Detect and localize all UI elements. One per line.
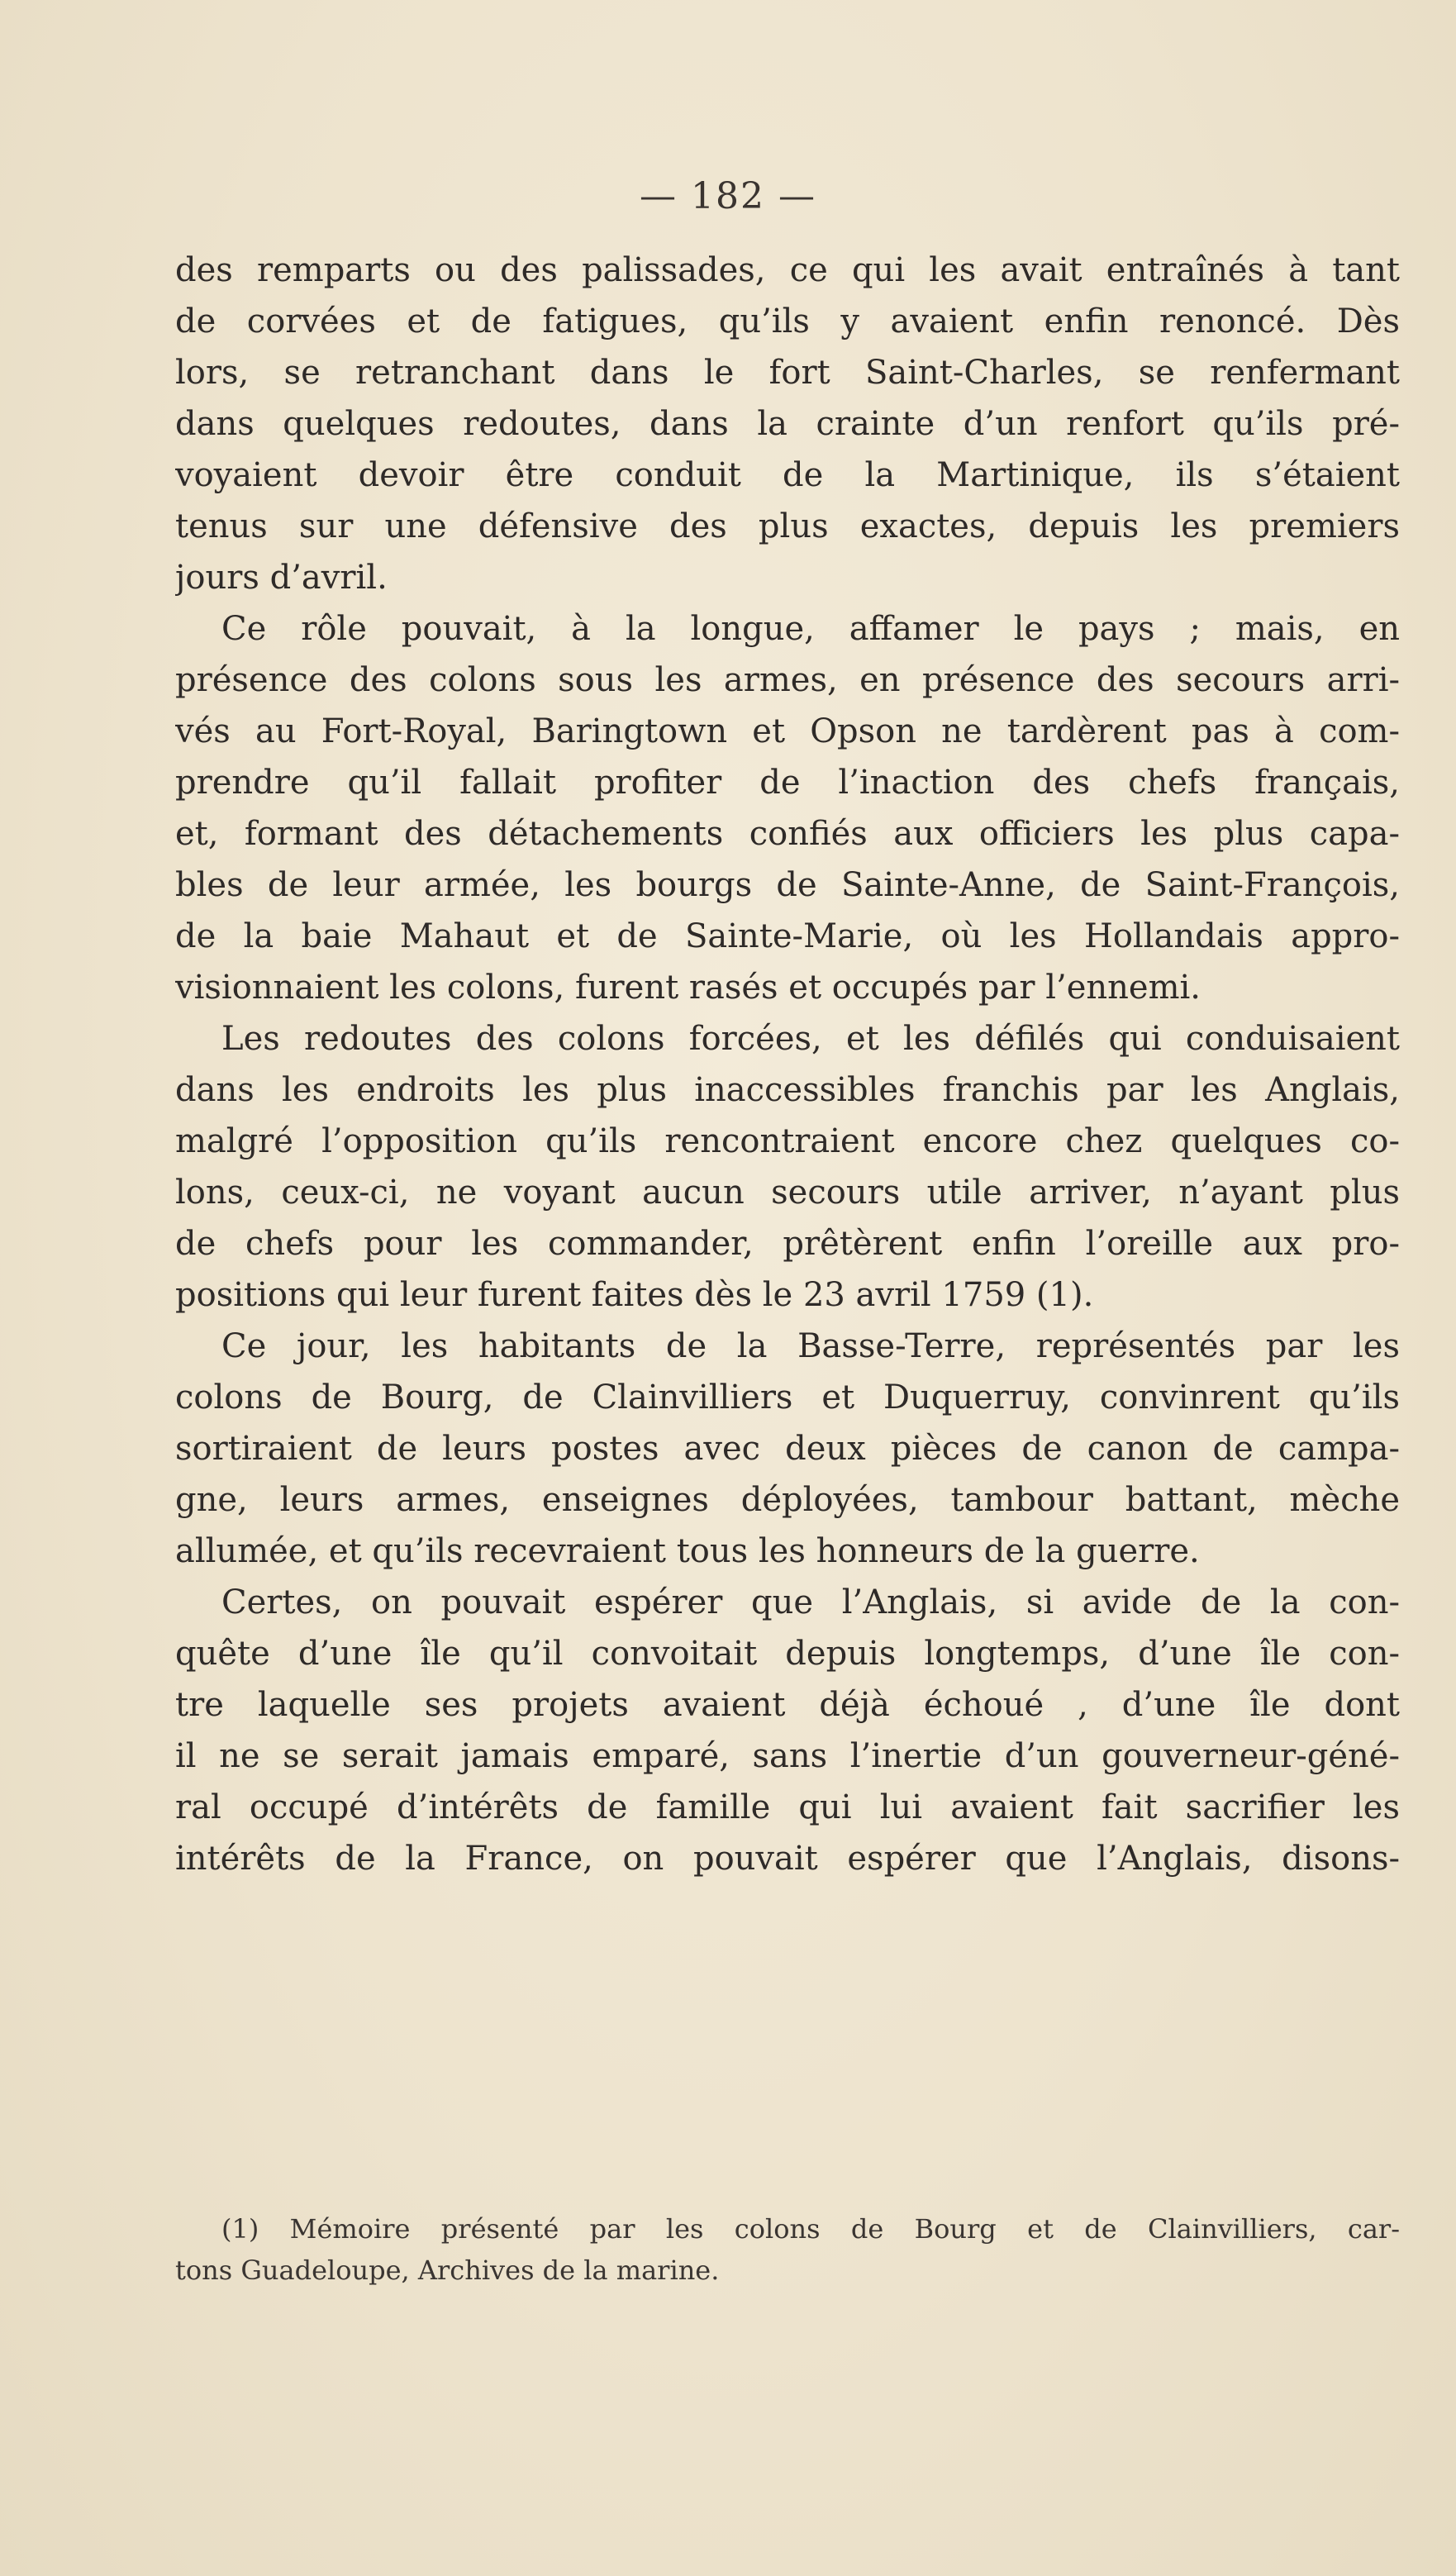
text-line: jours d’avril. — [175, 559, 388, 597]
text-line: dans les endroits les plus inaccessibles franchis par les Anglais, — [175, 1071, 1400, 1109]
text-line: gne, leurs armes, enseignes déployées, tambour battant, mèche — [175, 1481, 1400, 1519]
footnote-line: tons Guadeloupe, Archives de la marine. — [175, 2255, 720, 2286]
paragraph-start-line: Ce jour, les habitants de la Basse-Terre, représentés par les — [221, 1327, 1400, 1365]
text-line: de la baie Mahaut et de Sainte-Marie, où les Hollandais appro- — [175, 917, 1400, 955]
paragraph-start-line: Certes, on pouvait espérer que l’Anglais, si avide de la con- — [221, 1583, 1400, 1621]
text-line: et, formant des détachements confiés aux officiers les plus capa- — [175, 815, 1400, 853]
text-line: positions qui leur furent faites dès le 23 avril 1759 (1). — [175, 1276, 1094, 1314]
text-line: tre laquelle ses projets avaient déjà échoué , d’une île dont — [175, 1686, 1400, 1724]
text-line: de corvées et de fatigues, qu’ils y avaient enfin renoncé. Dès — [175, 302, 1400, 340]
footnote-line: (1) Mémoire présenté par les colons de Bourg et de Clainvilliers, car- — [221, 2213, 1400, 2245]
paragraph-start-line: Ce rôle pouvait, à la longue, affamer le pays ; mais, en — [221, 610, 1400, 648]
text-line: visionnaient les colons, furent rasés et occupés par l’ennemi. — [175, 969, 1201, 1007]
text-line: lors, se retranchant dans le fort Saint-Charles, se renfermant — [175, 354, 1400, 392]
paragraph-start-line: Les redoutes des colons forcées, et les défilés qui conduisaient — [221, 1020, 1400, 1058]
text-line: quête d’une île qu’il convoitait depuis longtemps, d’une île con- — [175, 1635, 1400, 1673]
text-line: il ne se serait jamais emparé, sans l’inertie d’un gouverneur-géné- — [175, 1737, 1400, 1775]
text-line: des remparts ou des palissades, ce qui les avait entraînés à tant — [175, 251, 1400, 289]
text-line: vés au Fort-Royal, Baringtown et Opson ne tardèrent pas à com- — [175, 712, 1400, 750]
page-number: — 182 — — [640, 175, 816, 217]
text-line: colons de Bourg, de Clainvilliers et Duquerruy, convinrent qu’ils — [175, 1378, 1400, 1417]
text-line: lons, ceux-ci, ne voyant aucun secours utile arriver, n’ayant plus — [175, 1174, 1400, 1212]
text-line: dans quelques redoutes, dans la crainte d’un renfort qu’ils pré- — [175, 405, 1400, 443]
text-line: sortiraient de leurs postes avec deux pièces de canon de campa- — [175, 1430, 1400, 1468]
footnote — [175, 2208, 1400, 2291]
text-line: malgré l’opposition qu’ils rencontraient encore chez quelques co- — [175, 1122, 1400, 1160]
text-line: allumée, et qu’ils recevraient tous les honneurs de la guerre. — [175, 1532, 1200, 1570]
text-line: ral occupé d’intérêts de famille qui lui avaient fait sacrifier les — [175, 1788, 1400, 1826]
body-text — [175, 245, 1400, 1884]
text-line: voyaient devoir être conduit de la Martinique, ils s’étaient — [175, 456, 1400, 494]
text-line: prendre qu’il fallait profiter de l’inaction des chefs français, — [175, 764, 1400, 802]
text-line: intérêts de la France, on pouvait espérer que l’Anglais, disons- — [175, 1840, 1400, 1878]
text-line: tenus sur une défensive des plus exactes, depuis les premiers — [175, 507, 1400, 545]
text-line: bles de leur armée, les bourgs de Sainte-Anne, de Saint-François, — [175, 866, 1400, 904]
text-line: présence des colons sous les armes, en présence des secours arri- — [175, 661, 1400, 699]
text-line: de chefs pour les commander, prêtèrent enfin l’oreille aux pro- — [175, 1225, 1400, 1263]
